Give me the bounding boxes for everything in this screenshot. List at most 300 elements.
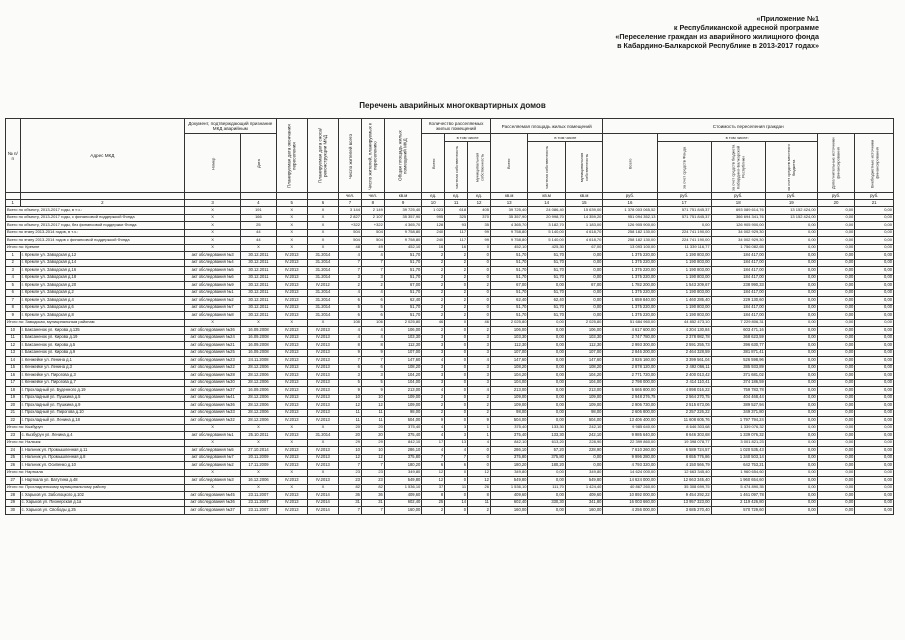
table-cell: 371 681,02 — [711, 372, 765, 380]
table-cell: 51,70 — [384, 304, 421, 312]
table-cell: 31.2014 — [307, 297, 338, 305]
table-cell: 0,00 — [855, 297, 894, 305]
table-cell: 0,00 — [817, 484, 854, 492]
table-cell: 0,00 — [855, 312, 894, 320]
table-cell: 4 — [339, 327, 362, 335]
table-cell: IV.2013 — [307, 402, 338, 410]
table-cell: 7 — [6, 297, 21, 305]
table-cell: 191 — [241, 207, 276, 215]
table-cell: 0 — [468, 454, 491, 462]
table-cell: 3 — [468, 372, 491, 380]
table-cell: 51,70 — [384, 312, 421, 320]
table-row — [6, 447, 894, 455]
table-cell: 7 — [339, 357, 362, 365]
table-cell: X — [185, 484, 241, 492]
table-cell: 12 — [422, 477, 445, 485]
table-cell: X — [276, 222, 307, 230]
table-cell: 3 — [361, 274, 384, 282]
address-cell: с. Кызбурун ул. Ленина д.4 — [20, 432, 184, 440]
table-cell: акт обследования №2 — [185, 462, 241, 470]
address-cell: г. Кремле ул. Заводская д.12 — [20, 252, 184, 260]
table-cell: 31.2014 — [307, 289, 338, 297]
header-area-municipal: муниципальная собственность — [565, 142, 603, 193]
table-cell: 26 — [6, 462, 21, 470]
table-cell: X — [276, 484, 307, 492]
table-cell: 10 — [339, 394, 362, 402]
address-cell: г. Кремле ул. Заводская д.14 — [20, 259, 184, 267]
column-number-row-cell: 16 — [603, 200, 657, 207]
table-cell: 51,70 — [528, 304, 565, 312]
table-cell: 93 — [445, 222, 468, 230]
table-cell: акт обследования №28 — [185, 372, 241, 380]
table-cell: 0,00 — [855, 327, 894, 335]
table-cell: 3 — [468, 379, 491, 387]
table-cell: 184 417,00 — [711, 252, 765, 260]
summary-label: Всего по объекту, 2013-2017 годы, с финансовой поддержкой Фонда — [6, 214, 185, 222]
table-cell: 0,00 — [817, 274, 854, 282]
table-cell: 0,00 — [855, 387, 894, 395]
table-cell: 34 002 929,30 — [711, 237, 765, 245]
table-cell: 108 — [339, 319, 362, 327]
table-cell: 381 871,41 — [711, 349, 765, 357]
address-cell: г. Харьков ул. Заболоцкого д.102 — [20, 492, 184, 500]
table-cell: 0,00 — [765, 297, 817, 305]
table-cell: 1 378 003 065,52 — [603, 207, 657, 215]
address-cell: г. Кремле ул. Заводская д.8 — [20, 312, 184, 320]
table-cell: 10 — [361, 394, 384, 402]
table-cell: 228,90 — [565, 447, 603, 455]
table-cell: 2 — [468, 409, 491, 417]
table-cell: 2 878 120,00 — [603, 364, 657, 372]
table-cell: 4 — [445, 447, 468, 455]
table-cell: 109,00 — [490, 394, 527, 402]
appendix-line-1: «Приложение №1 — [756, 14, 819, 23]
table-cell: 0,00 — [765, 259, 817, 267]
table-cell: 2 747 780,00 — [603, 334, 657, 342]
table-cell: IV.2013 — [307, 342, 338, 350]
table-cell: +322 — [339, 222, 362, 230]
header-rooms-group: Количество расселяемых жилых помещений — [422, 119, 491, 134]
summary-row — [6, 222, 894, 230]
table-cell: 375,40 — [490, 432, 527, 440]
table-cell: 31.2014 — [307, 304, 338, 312]
table-cell: 160,00 — [490, 507, 527, 515]
table-cell: 7 — [361, 267, 384, 275]
table-cell: 82 — [361, 484, 384, 492]
table-cell: 258 182 130,00 — [603, 237, 657, 245]
table-cell: 9 758,80 — [490, 237, 527, 245]
table-cell: IV.2013 — [276, 357, 307, 365]
table-cell: 330,30 — [528, 499, 565, 507]
column-number-row-cell: 10 — [422, 200, 445, 207]
table-cell: 6 — [361, 364, 384, 372]
table-cell: 10 — [361, 447, 384, 455]
table-cell: акт обследования №8 — [185, 312, 241, 320]
table-cell: IV.2013 — [276, 387, 307, 395]
table-cell: 2 — [445, 289, 468, 297]
table-cell: 0,00 — [817, 492, 854, 500]
table-cell: 8 — [468, 492, 491, 500]
table-cell: 6 — [339, 297, 362, 305]
table-cell: 17.11.2009 — [241, 462, 276, 470]
table-cell: 0,00 — [817, 319, 854, 327]
table-cell: 0,00 — [817, 394, 854, 402]
table-cell: 1 340 503,14 — [711, 454, 765, 462]
table-cell: 107,00 — [384, 349, 421, 357]
table-cell: 0,00 — [855, 357, 894, 365]
table-cell: 0,00 — [855, 214, 894, 222]
table-cell: 0,00 — [855, 484, 894, 492]
table-cell: 51,70 — [490, 267, 527, 275]
table-cell: 31.2014 — [307, 274, 338, 282]
table-cell: 20 — [6, 402, 21, 410]
summary-row — [6, 319, 894, 327]
table-row — [6, 267, 894, 275]
table-cell: X — [307, 319, 338, 327]
table-cell: 0 — [445, 492, 468, 500]
table-cell: 0,00 — [565, 289, 603, 297]
table-cell: 7 — [422, 454, 445, 462]
table-cell: 13 957 323,00 — [657, 499, 711, 507]
table-cell: 240 — [422, 229, 445, 237]
table-cell: 8 — [6, 304, 21, 312]
table-cell: 104,00 — [490, 379, 527, 387]
table-cell: 1 339 076,32 — [711, 424, 765, 432]
table-cell: 30.12.2011 — [241, 259, 276, 267]
table-cell: 20.11.2009 — [241, 454, 276, 462]
table-cell: 67,00 — [384, 282, 421, 290]
table-cell: 51,70 — [490, 312, 527, 320]
table-cell: 3 — [468, 349, 491, 357]
table-cell: 2 — [422, 312, 445, 320]
address-cell: г. Прохладный ул. Пушкина д.9 — [20, 402, 184, 410]
table-cell: 3 — [468, 364, 491, 372]
address-cell: г. Кремле ул. Заводская д.20 — [20, 282, 184, 290]
table-cell: 0 — [468, 447, 491, 455]
table-cell: 213,00 — [384, 387, 421, 395]
table-cell: 0,00 — [765, 229, 817, 237]
table-cell: 8 646 303,68 — [657, 432, 711, 440]
table-cell: 12 — [6, 342, 21, 350]
table-cell: 40 867 260,00 — [603, 484, 657, 492]
table-cell: IV.2014 — [307, 492, 338, 500]
table-cell: 0 — [445, 402, 468, 410]
table-cell: 6 — [422, 462, 445, 470]
table-cell: X — [307, 439, 338, 447]
column-number-row-cell: 15 — [565, 200, 603, 207]
table-cell: 104,20 — [490, 372, 527, 380]
column-number-row-cell: 8 — [361, 200, 384, 207]
table-cell: 0,00 — [765, 447, 817, 455]
table-cell: 28.12.2006 — [241, 364, 276, 372]
table-cell: 0,00 — [765, 492, 817, 500]
table-cell: 2 — [361, 282, 384, 290]
table-cell: 2 — [422, 409, 445, 417]
table-cell: 0,00 — [817, 334, 854, 342]
table-cell: 0,00 — [855, 222, 894, 230]
table-cell: 366 694 341,76 — [711, 214, 765, 222]
table-cell: 0,00 — [528, 394, 565, 402]
table-cell: 1 543 209,67 — [657, 282, 711, 290]
table-cell: 0,00 — [855, 334, 894, 342]
table-cell: 0,00 — [765, 372, 817, 380]
table-cell: 0,00 — [765, 409, 817, 417]
table-cell: 28.12.2006 — [241, 394, 276, 402]
table-cell: 67,00 — [490, 282, 527, 290]
table-cell: 1 460 285,40 — [657, 297, 711, 305]
table-cell: 13 406 400,00 — [603, 417, 657, 425]
address-cell: с. Харьков ул. Свободы д.25 — [20, 507, 184, 515]
table-cell: 11 — [339, 409, 362, 417]
table-cell: 0,00 — [765, 484, 817, 492]
table-cell: 2 798 000,00 — [603, 379, 657, 387]
table-cell: 6 — [361, 312, 384, 320]
table-cell: 1 536,10 — [384, 484, 421, 492]
table-cell: 0 — [468, 462, 491, 470]
table-cell: IV.2013 — [276, 492, 307, 500]
table-cell: X — [185, 424, 241, 432]
table-cell: 0 — [468, 312, 491, 320]
table-cell: 0,00 — [817, 379, 854, 387]
table-cell: 107,00 — [490, 349, 527, 357]
table-cell: 2 — [445, 252, 468, 260]
table-cell: 109,00 — [565, 402, 603, 410]
table-cell: 12 — [339, 402, 362, 410]
table-cell: 19 398 078,77 — [657, 439, 711, 447]
table-cell: 0,00 — [528, 417, 565, 425]
table-cell: 504 — [361, 229, 384, 237]
table-cell: 1 424,40 — [565, 484, 603, 492]
table-cell: 1 375 220,00 — [603, 289, 657, 297]
units-row-cell: руб. — [855, 193, 894, 200]
address-cell: г. Прохладный ул. Пирогова д.10 — [20, 409, 184, 417]
table-cell: акт обследования №37 — [185, 507, 241, 515]
table-cell: IV.2013 — [276, 507, 307, 515]
table-cell: 103,30 — [384, 334, 421, 342]
table-cell: X — [307, 484, 338, 492]
table-cell: 0,00 — [855, 274, 894, 282]
table-cell: 4 — [422, 424, 445, 432]
table-cell: 5 — [6, 282, 21, 290]
table-cell: 4 617 600,00 — [603, 327, 657, 335]
table-cell: 2 — [445, 267, 468, 275]
table-cell: 0,00 — [765, 432, 817, 440]
table-cell: 0 — [445, 379, 468, 387]
table-cell: IV.2013 — [276, 349, 307, 357]
table-cell: 51,70 — [528, 312, 565, 320]
table-cell: 9 — [339, 349, 362, 357]
table-cell: X — [276, 319, 307, 327]
table-cell: 0,00 — [817, 252, 854, 260]
table-cell: 4 — [468, 439, 491, 447]
table-cell: 396 630,77 — [711, 342, 765, 350]
table-cell: 2 — [468, 282, 491, 290]
table-cell: 28.12.2006 — [241, 417, 276, 425]
column-number-row-cell: 3 — [185, 200, 241, 207]
table-cell: 0,00 — [855, 432, 894, 440]
table-row — [6, 402, 894, 410]
address-cell: с. Харьков ул. Пионерская д.1а — [20, 499, 184, 507]
table-cell: 11 — [361, 417, 384, 425]
summary-row — [6, 439, 894, 447]
table-cell: 16 — [422, 244, 445, 252]
table-cell: 44 — [241, 237, 276, 245]
table-cell: 18 — [6, 387, 21, 395]
table-cell: акт обследования №32 — [185, 417, 241, 425]
table-cell: 184 417,00 — [711, 267, 765, 275]
table-cell: 504 — [361, 237, 384, 245]
table-cell: 11 608 605,76 — [657, 417, 711, 425]
table-cell: 0,00 — [855, 394, 894, 402]
units-row-cell — [185, 193, 241, 200]
table-row — [6, 462, 894, 470]
table-cell: 6 — [339, 312, 362, 320]
table-cell: 693 089 614,76 — [711, 207, 765, 215]
table-cell: 0,00 — [565, 297, 603, 305]
table-cell: 51,70 — [528, 289, 565, 297]
column-number-row-cell: 20 — [817, 200, 854, 207]
table-cell: IV.2013 — [307, 357, 338, 365]
table-cell: 35 308 699,75 — [657, 484, 711, 492]
table-cell: X — [276, 439, 307, 447]
table-cell: 2 — [445, 274, 468, 282]
table-cell: акт обследования №25 — [185, 349, 241, 357]
table-cell: 0,00 — [528, 379, 565, 387]
units-row-cell: ед. — [422, 193, 445, 200]
table-cell: 0,00 — [817, 454, 854, 462]
table-row — [6, 409, 894, 417]
table-cell: 613,20 — [528, 439, 565, 447]
table-cell: 3 685 270,40 — [657, 507, 711, 515]
table-cell: IV.2013 — [276, 252, 307, 260]
table-cell: 375,80 — [528, 454, 565, 462]
table-cell: акт обследования №7 — [185, 454, 241, 462]
table-cell: 17 — [6, 379, 21, 387]
table-cell: 0,00 — [765, 244, 817, 252]
table-cell: 30.12.2011 — [241, 304, 276, 312]
header-area-split: в том числе — [528, 134, 603, 142]
table-cell: 2 591 255,73 — [657, 342, 711, 350]
table-cell: 0,00 — [855, 469, 894, 477]
table-cell: 0,00 — [817, 357, 854, 365]
table-cell: 571 751 845,37 — [657, 207, 711, 215]
table-cell: 0 — [445, 372, 468, 380]
table-cell: 759 783,78 — [711, 387, 765, 395]
table-cell: 16.09.2008 — [241, 327, 276, 335]
header-cost-republic: за счет средств бюджета Кабардино-Балкарской Республики — [711, 142, 765, 193]
table-cell: 2 025,80 — [490, 319, 527, 327]
table-cell: акт обследования №7 — [185, 304, 241, 312]
table-cell: 0,00 — [765, 222, 817, 230]
units-row-cell: чел. — [361, 193, 384, 200]
table-cell: 2 400 013,42 — [657, 372, 711, 380]
table-cell: 0,00 — [528, 319, 565, 327]
table-cell: 51,70 — [384, 274, 421, 282]
summary-row — [6, 237, 894, 245]
table-cell: 184 417,00 — [711, 259, 765, 267]
table-cell: 147,60 — [384, 357, 421, 365]
table-cell: 7 — [339, 462, 362, 470]
table-cell: 2 906 730,00 — [603, 402, 657, 410]
table-cell: 20 — [361, 432, 384, 440]
table-cell: 0,00 — [765, 402, 817, 410]
table-cell: 9 985 640,00 — [603, 424, 657, 432]
appendix-line-4: в Кабардино-Балкарской Республике в 2013-2017 годах» — [617, 41, 819, 50]
table-cell: IV.2014 — [307, 499, 338, 507]
units-row-cell: чел. — [339, 193, 362, 200]
table-row — [6, 297, 894, 305]
table-cell: +322 — [361, 222, 384, 230]
table-cell: 6 — [339, 364, 362, 372]
table-cell: 341,80 — [565, 499, 603, 507]
table-cell: 0,00 — [817, 259, 854, 267]
table-cell: 15 — [6, 364, 21, 372]
units-row-cell: кв.м — [565, 193, 603, 200]
table-cell: 0,00 — [565, 274, 603, 282]
table-row — [6, 492, 894, 500]
table-cell: 51,70 — [384, 289, 421, 297]
table-cell: 7 — [339, 267, 362, 275]
table-cell: 27 — [6, 477, 21, 485]
table-cell: 526 598,96 — [711, 357, 765, 365]
table-cell: IV.2013 — [307, 462, 338, 470]
table-cell: 11 — [445, 484, 468, 492]
table-cell: 2 149 — [361, 207, 384, 215]
table-cell: 106,00 — [384, 327, 421, 335]
table-cell: акт обследования №5 — [185, 267, 241, 275]
table-cell: 3 — [445, 424, 468, 432]
table-cell: 39 725,40 — [490, 207, 527, 215]
table-cell: 0 — [468, 304, 491, 312]
table-cell: 147,60 — [565, 357, 603, 365]
address-cell: г. Кремле ул. Заводская д.4 — [20, 297, 184, 305]
table-cell: акт обследования №21 — [185, 342, 241, 350]
header-rooms-split: в том числе — [445, 134, 491, 142]
table-cell: 3 182,70 — [528, 222, 565, 230]
table-cell: 16 — [445, 244, 468, 252]
table-cell: 9 — [361, 349, 384, 357]
table-cell: 9 985 640,00 — [603, 432, 657, 440]
table-cell: 0 — [445, 507, 468, 515]
table-row — [6, 274, 894, 282]
table-cell: 20 — [339, 424, 362, 432]
table-cell: 28.12.2006 — [241, 372, 276, 380]
table-cell: 184 417,00 — [711, 304, 765, 312]
table-cell: 0 — [445, 409, 468, 417]
table-cell: 0,00 — [855, 417, 894, 425]
table-cell: 0,00 — [817, 214, 854, 222]
table-cell: 0,00 — [765, 349, 817, 357]
table-cell: 2 107 — [361, 214, 384, 222]
table-cell: IV.2013 — [307, 349, 338, 357]
table-cell: 213,00 — [565, 387, 603, 395]
table-cell: 30 — [6, 507, 21, 515]
summary-label: Итого по: Кремле — [6, 244, 185, 252]
table-cell: 109,00 — [565, 394, 603, 402]
table-cell: 12 — [361, 402, 384, 410]
table-cell: 8 — [422, 492, 445, 500]
table-cell: 0,00 — [855, 439, 894, 447]
table-cell: 349 371,80 — [711, 409, 765, 417]
address-cell: г. Баксаненок ул. Кирова д.135 — [20, 327, 184, 335]
table-row — [6, 289, 894, 297]
table-cell: 0,00 — [565, 267, 603, 275]
table-cell: IV.2013 — [276, 477, 307, 485]
table-cell: акт обследования №6 — [185, 274, 241, 282]
units-row-cell — [6, 193, 21, 200]
table-cell: 109,00 — [384, 402, 421, 410]
table-cell: 0,00 — [817, 387, 854, 395]
